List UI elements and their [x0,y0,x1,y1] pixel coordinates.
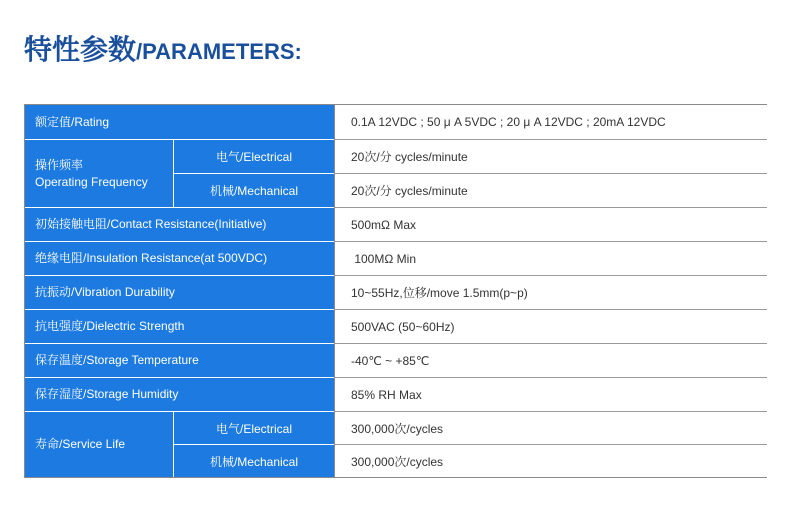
parameters-table [24,104,767,478]
row-divider [25,309,334,310]
row-divider [335,139,767,140]
sub-label-life-mechanical: 机械/Mechanical [174,445,334,477]
value-life-mechanical: 300,000次/cycles [335,445,767,477]
label-cn: 操作频率 [35,157,84,172]
row-value-vibration: 10~55Hz,位移/move 1.5mm(p~p) [335,276,767,309]
column-divider [334,105,335,477]
row-divider [25,411,334,412]
row-label-insulation-resistance: 绝缘电阻/Insulation Resistance(at 500VDC) [25,242,334,275]
row-label-service-life: 寿命/Service Life [25,412,173,477]
row-divider [335,411,767,412]
row-divider [25,275,334,276]
row-divider [335,444,767,445]
row-label-storage-humidity: 保存湿度/Storage Humidity [25,378,334,411]
row-label-operating-frequency [25,140,173,207]
row-divider [335,241,767,242]
row-divider [335,309,767,310]
title-cn: 特性参数 [24,33,137,66]
row-divider [174,444,334,445]
row-divider [25,139,334,140]
row-divider [25,343,334,344]
sub-label-mechanical: 机械/Mechanical [174,174,334,207]
row-label-contact-resistance: 初始接触电阻/Contact Resistance(Initiative) [25,208,334,241]
row-value-insulation-resistance: 100MΩ Min [335,242,767,275]
row-divider [335,275,767,276]
row-divider [25,241,334,242]
row-divider [335,377,767,378]
row-divider [335,207,767,208]
row-divider [25,377,334,378]
value-life-electrical: 300,000次/cycles [335,412,767,444]
row-value-dielectric-strength: 500VAC (50~60Hz) [335,310,767,343]
row-label-storage-temperature: 保存温度/Storage Temperature [25,344,334,377]
row-label-rating: 额定值/Rating [25,105,334,139]
value-mechanical-frequency: 20次/分 cycles/minute [335,174,767,207]
row-label-vibration: 抗振动/Vibration Durability [25,276,334,309]
row-value-storage-temperature: -40℃ ~ +85℃ [335,344,767,377]
title-en: /PARAMETERS: [136,39,302,64]
value-electrical-frequency: 20次/分 cycles/minute [335,140,767,173]
row-label-dielectric-strength: 抗电强度/Dielectric Strength [25,310,334,343]
row-divider [335,343,767,344]
sub-label-life-electrical: 电气/Electrical [174,412,334,444]
page-title [24,28,302,68]
label-en: Operating Frequency [35,174,148,189]
row-divider [25,207,334,208]
row-value-storage-humidity: 85% RH Max [335,378,767,411]
row-divider [174,173,334,174]
sub-label-electrical: 电气/Electrical [174,140,334,173]
row-value-rating: 0.1A 12VDC ; 50 μ A 5VDC ; 20 μ A 12VDC ; 20mA 12VDC [335,105,767,139]
row-divider [335,173,767,174]
row-value-contact-resistance: 500mΩ Max [335,208,767,241]
